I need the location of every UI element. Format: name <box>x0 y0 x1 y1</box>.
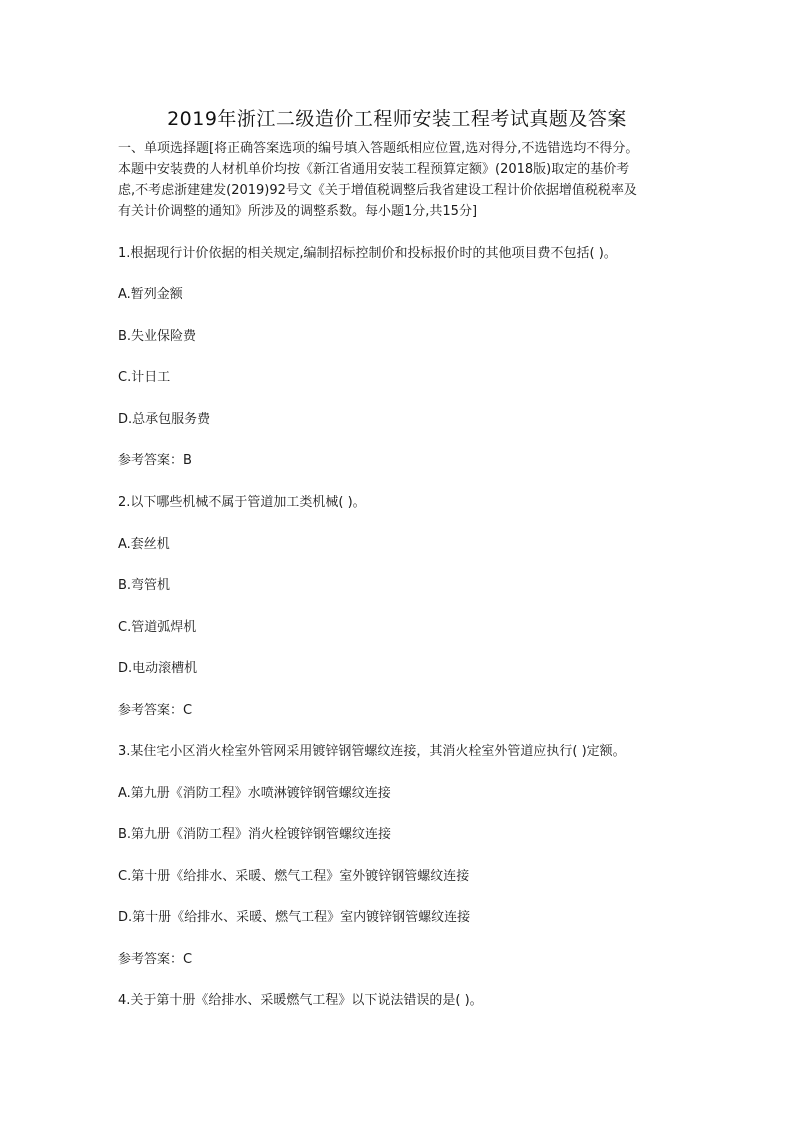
answer-text: 参考答案：C <box>118 952 193 967</box>
answer-text: 参考答案：B <box>118 453 192 468</box>
question-stem: 1.根据现行计价依据的相关规定,编制招标控制价和投标报价时的其他项目费不包括( )。 <box>118 246 617 261</box>
option-d: D.总承包服务费 <box>118 412 211 427</box>
option-b: B.失业保险费 <box>118 329 197 344</box>
option-c: C.计日工 <box>118 370 171 385</box>
option-a: A.第九册《消防工程》水喷淋镀锌钢管螺纹连接 <box>118 786 391 801</box>
question-stem: 2.以下哪些机械不属于管道加工类机械( )。 <box>118 495 366 510</box>
intro-line: 一、单项选择题[将正确答案选项的编号填入答题纸相应位置,选对得分,不选错选均不得分。 <box>118 141 639 156</box>
question-stem: 3.某住宅小区消火栓室外管网采用镀锌钢管螺纹连接，其消火栓室外管道应执行( )定额。 <box>118 744 626 759</box>
section-intro <box>118 138 678 222</box>
option-b: B.第九册《消防工程》消火栓镀锌钢管螺纹连接 <box>118 827 392 842</box>
option-a: A.套丝机 <box>118 537 170 552</box>
document-title: 2019年浙江二级造价工程师安装工程考试真题及答案 <box>167 108 627 130</box>
option-d: D.电动滚槽机 <box>118 661 198 676</box>
option-c: C.第十册《给排水、采暖、燃气工程》室外镀锌钢管螺纹连接 <box>118 869 470 884</box>
intro-line: 有关计价调整的通知》所涉及的调整系数。每小题1分,共15分] <box>118 204 478 219</box>
option-b: B.弯管机 <box>118 578 171 593</box>
answer-text: 参考答案：C <box>118 703 193 718</box>
option-c: C.管道弧焊机 <box>118 620 197 635</box>
intro-line: 虑,不考虑浙建建发(2019)92号文《关于增值税调整后我省建设工程计价依据增值税税率及 <box>118 183 637 198</box>
option-d: D.第十册《给排水、采暖、燃气工程》室内镀锌钢管螺纹连接 <box>118 910 471 925</box>
intro-line: 本题中安装费的人材机单价均按《新江省通用安装工程预算定额》(2018版)取定的基价考 <box>118 162 630 177</box>
question-stem: 4.关于第十册《给排水、采暖燃气工程》以下说法错误的是( )。 <box>118 993 483 1008</box>
option-a: A.暂列金额 <box>118 287 183 302</box>
